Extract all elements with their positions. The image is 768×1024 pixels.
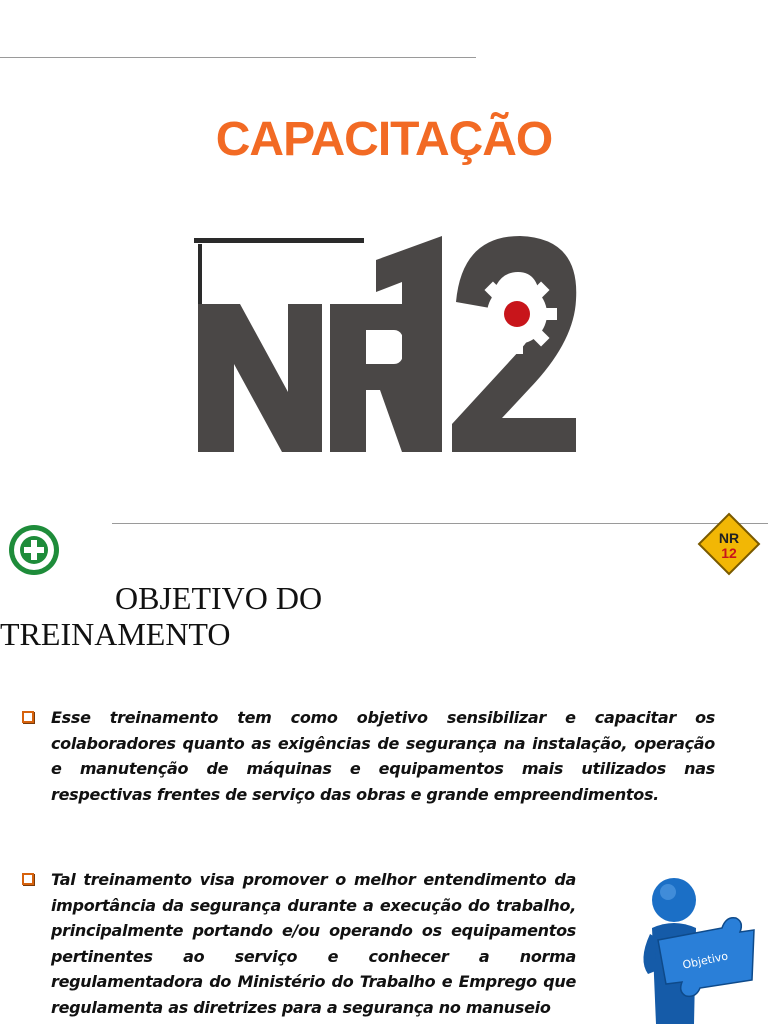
bullet-text: Tal treinamento visa promover o melhor entendimento da importância da segurança durante a execução do trabalho, principalmente portando e/ou operando os equipamentos pertinentes ao serviço e conhecer a norma regulamentadora do Ministério do Trabalho e Emprego que regulamenta as diretrizes para a segurança no manuseio	[51, 870, 576, 1017]
section-divider	[112, 523, 768, 524]
puzzle-person-icon	[630, 870, 758, 1024]
bullet-checkbox-icon	[22, 873, 34, 885]
nr12-logo	[190, 232, 580, 460]
top-divider	[0, 57, 476, 58]
safety-seal-icon	[8, 524, 60, 576]
bullet-checkbox-icon	[22, 711, 34, 723]
bullet-text: Esse treinamento tem como objetivo sensibilizar e capacitar os colaboradores quanto as exigências de segurança na instalação, operação e manutenção de máquinas e equipamentos mais utilizados nas respectivas frentes de serviço das obras e grande empreendimentos.	[51, 708, 715, 804]
badge-text-12: 12	[721, 545, 737, 561]
puzzle-label: Objetivo	[681, 949, 730, 972]
heading-line-1: OBJETIVO DO	[115, 580, 323, 616]
bullet-item	[20, 867, 576, 1020]
section-heading	[0, 580, 420, 652]
badge-text-nr: NR	[718, 530, 740, 546]
nr12-badge-icon	[697, 512, 761, 576]
slide-title: CAPACITAÇÃO	[215, 113, 553, 166]
bullet-item	[20, 705, 715, 807]
heading-line-2: TREINAMENTO	[0, 616, 231, 652]
